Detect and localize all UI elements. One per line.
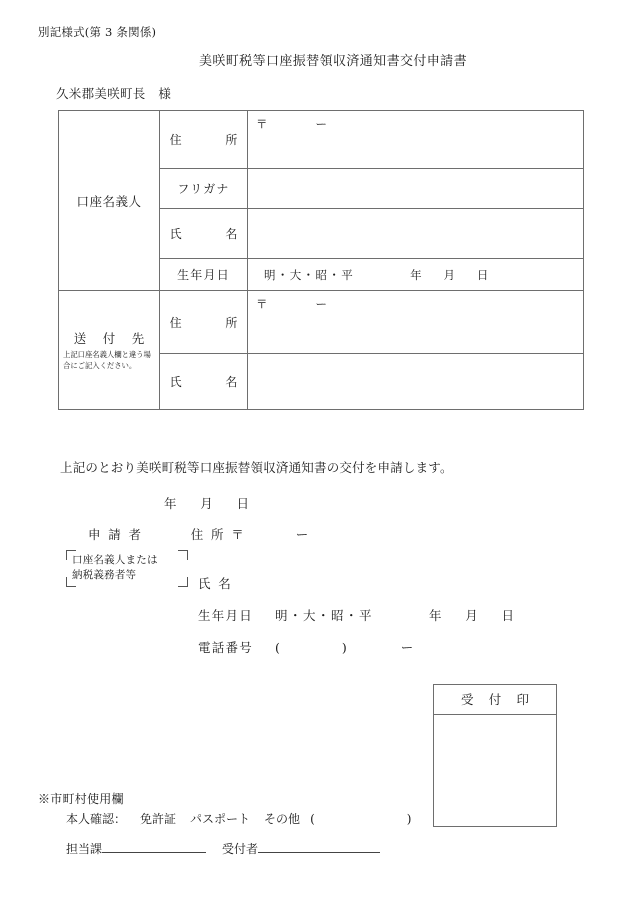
addressee-label: 久米郡美咲町長 様 xyxy=(56,86,172,101)
applicant-address-label: 住所 xyxy=(190,527,232,542)
receipt-stamp-area xyxy=(434,715,556,827)
label-text: 氏 名 xyxy=(169,375,244,389)
row-label-furigana xyxy=(160,169,248,209)
telephone-dash: ー xyxy=(400,640,414,655)
applicant-birthdate-row[interactable] xyxy=(198,606,538,624)
ymd-markers: 年月日 xyxy=(410,267,511,282)
applicant-birthdate-label: 生年月日 xyxy=(198,608,254,623)
receiver-label: 受付者 xyxy=(222,842,259,856)
label-text: 生年月日 xyxy=(177,268,230,282)
postal-dash: ー xyxy=(315,117,327,131)
input-cell-address[interactable] xyxy=(248,111,584,169)
applicant-address-row xyxy=(88,525,308,543)
group-cell-account-holder xyxy=(59,111,160,291)
label-text: 住 所 xyxy=(169,315,244,330)
input-cell-name[interactable] xyxy=(248,209,584,259)
department-label: 担当課 xyxy=(66,842,103,856)
application-date-line[interactable]: 年月日 xyxy=(164,496,273,511)
identity-verification-label: 本人確認： xyxy=(66,812,127,826)
applicant-qualifier-note xyxy=(66,550,188,587)
page-title: 美咲町税等口座振替領収済通知書交付申請書 xyxy=(198,54,467,69)
label-text: 氏 名 xyxy=(169,227,244,241)
input-cell-birthdate[interactable] xyxy=(248,259,584,291)
id-option-passport[interactable]: パスポート xyxy=(190,812,251,826)
input-cell-furigana[interactable] xyxy=(248,169,584,209)
id-option-license[interactable]: 免許証 xyxy=(140,812,177,826)
paren-close: ) xyxy=(341,640,347,655)
label-text: 住 所 xyxy=(169,133,244,147)
telephone-area-code-field[interactable] xyxy=(253,640,347,655)
table-row xyxy=(59,111,584,169)
input-cell-delivery-address[interactable] xyxy=(248,291,584,354)
staff-entry-row xyxy=(66,840,380,857)
applicant-name-label: 氏名 xyxy=(198,576,239,591)
postal-dash: ー xyxy=(315,297,327,311)
birthdate-hint xyxy=(248,268,510,282)
table-row xyxy=(59,291,584,354)
postal-dash: ー xyxy=(295,527,309,542)
group-label-delivery-to: 送 付 先 xyxy=(73,330,151,346)
qualifier-note-line-1: 口座名義人または xyxy=(72,554,158,566)
application-statement: 上記のとおり美咲町税等口座振替領収済通知書の交付を申請します。 xyxy=(60,460,453,475)
bracket-corner-bottom-left-icon xyxy=(66,577,76,587)
paren-close: ) xyxy=(406,812,412,826)
qualifier-note-line-2: 納税義務者等 xyxy=(72,569,137,582)
municipal-use-section-title: ※市町村使用欄 xyxy=(38,792,124,806)
paren-open: ( xyxy=(310,812,315,826)
row-label-delivery-address xyxy=(160,291,248,354)
row-label-name xyxy=(160,209,248,259)
applicant-telephone-label: 電話番号 xyxy=(198,640,254,655)
paren-open: ( xyxy=(275,640,280,655)
applicant-role-label: 申請者 xyxy=(88,527,149,542)
row-label-delivery-name xyxy=(160,354,248,410)
row-label-address xyxy=(160,111,248,169)
receipt-stamp-title: 受 付 印 xyxy=(434,685,556,715)
identity-verification-row xyxy=(66,810,411,827)
group-label-account-holder: 口座名義人 xyxy=(76,193,142,209)
group-cell-delivery-to xyxy=(59,291,160,410)
input-cell-delivery-name[interactable] xyxy=(248,354,584,410)
era-options: 明・大・昭・平 xyxy=(275,608,374,623)
applicant-telephone-row[interactable] xyxy=(198,638,413,656)
row-label-birthdate xyxy=(160,259,248,291)
group-note-delivery-to: 上記口座名義人欄と違う場合にご記入ください。 xyxy=(63,349,151,370)
ymd-markers: 年月日 xyxy=(429,608,538,623)
receiver-input[interactable] xyxy=(258,852,380,853)
form-id-label: 別記様式(第 3 条関係) xyxy=(38,25,157,39)
postal-code-hint xyxy=(256,116,327,132)
bracket-corner-top-right-icon xyxy=(178,550,188,560)
applicant-info-table xyxy=(58,110,584,410)
era-options: 明・大・昭・平 xyxy=(264,267,355,282)
postal-mark-icon: 〒 xyxy=(256,297,268,311)
applicant-name-row[interactable] xyxy=(198,574,239,592)
postal-mark-icon: 〒 xyxy=(231,527,244,542)
postal-code-hint xyxy=(256,296,327,312)
id-option-other[interactable]: その他 xyxy=(264,812,301,826)
receipt-stamp-box xyxy=(433,684,557,827)
label-text: フリガナ xyxy=(177,182,230,196)
postal-mark-icon: 〒 xyxy=(256,117,268,131)
department-input[interactable] xyxy=(102,852,206,853)
